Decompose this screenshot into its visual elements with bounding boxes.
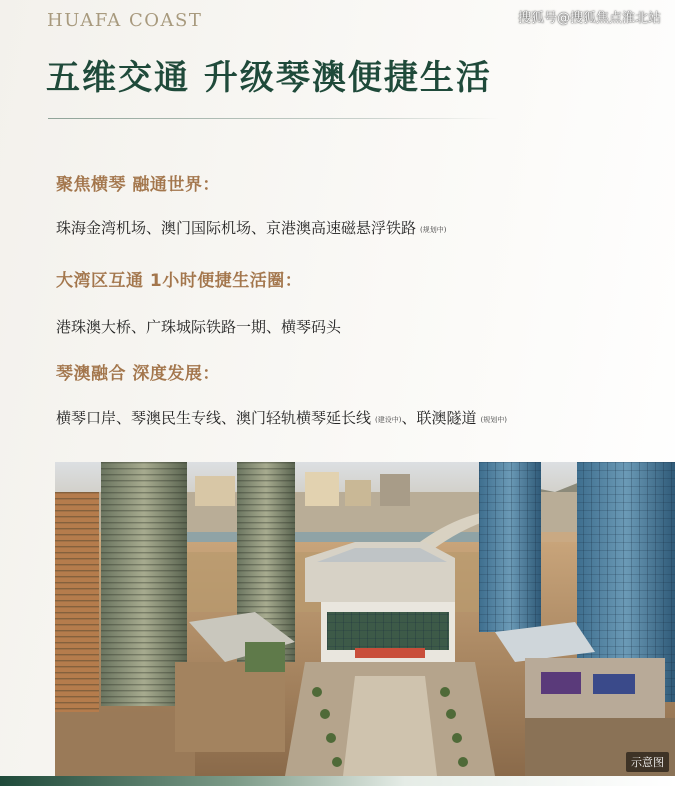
illustration-tag: 示意图 <box>626 752 669 772</box>
section-heading: 大湾区互通 1小时便捷生活圈： <box>56 271 303 291</box>
title-divider <box>48 118 500 119</box>
aerial-city-photo <box>55 462 675 776</box>
section-body: 港珠澳大桥、广珠城际铁路一期、横琴码头 <box>56 318 342 336</box>
section-body <box>56 217 446 238</box>
section-body <box>56 407 507 428</box>
section-global <box>56 170 446 238</box>
section-heading: 聚焦横琴 融通世界： <box>56 175 220 195</box>
status-note: (建设中) <box>375 416 402 424</box>
bottom-accent-band <box>0 776 675 786</box>
section-body-text: 珠海金湾机场、澳门国际机场、京港澳高速磁悬浮铁路 <box>56 219 417 237</box>
section-hengqin-macao <box>56 359 507 428</box>
watermark: 搜狐号@搜狐焦点淮北站 <box>517 11 661 26</box>
page-title: 五维交通 升级琴澳便捷生活 <box>46 58 492 98</box>
section-body-text: 、联澳隧道 <box>401 409 477 427</box>
section-body-text: 横琴口岸、琴澳民生专线、澳门轻轨横琴延长线 <box>56 409 372 427</box>
aerial-city-illustration <box>55 462 675 776</box>
brand-logo-text: HUAFA COAST <box>47 10 203 31</box>
status-note: (规划中) <box>480 416 507 424</box>
section-greater-bay <box>56 266 341 337</box>
status-note: (规划中) <box>420 226 447 234</box>
section-heading: 琴澳融合 深度发展： <box>56 364 220 384</box>
